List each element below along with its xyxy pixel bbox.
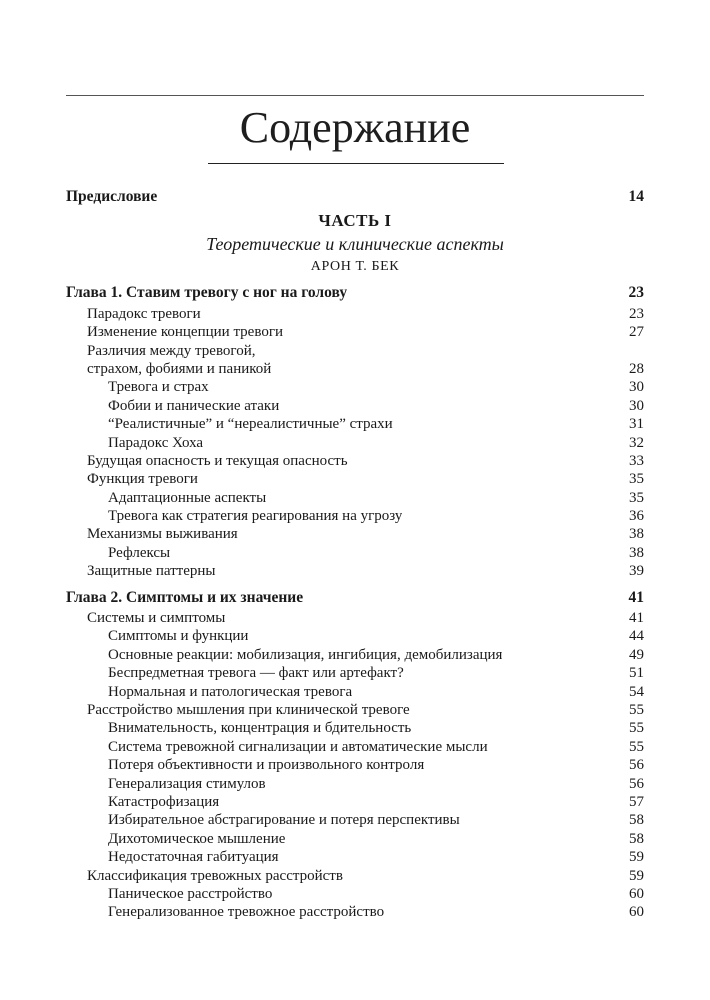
toc-entry-title: Дихотомическое мышление xyxy=(108,830,286,847)
toc-entry[interactable] xyxy=(66,544,644,562)
toc-entry-page: 55 xyxy=(629,720,644,737)
toc-entry-page: 27 xyxy=(629,324,644,341)
toc-entry-page: 58 xyxy=(629,830,644,847)
toc-entry-title: Тревога как стратегия реагирования на угрозу xyxy=(108,508,403,525)
toc-entry[interactable] xyxy=(66,775,644,793)
chapter-2-entries xyxy=(66,609,644,922)
toc-entry-title: Генерализованное тревожное расстройство xyxy=(108,904,385,921)
toc-entry-title: Функция тревоги xyxy=(87,471,198,488)
toc-entry[interactable] xyxy=(66,470,644,488)
toc-entry[interactable] xyxy=(66,867,644,885)
toc-entry-page: 59 xyxy=(629,849,644,866)
toc-entry-page: 56 xyxy=(629,757,644,774)
toc-entry-title: Потеря объективности и произвольного контроля xyxy=(108,757,425,774)
toc-entry[interactable] xyxy=(66,701,644,719)
toc-entry-page: 31 xyxy=(629,416,644,433)
chapter-1-entries xyxy=(66,305,644,581)
toc-entry[interactable] xyxy=(66,397,644,415)
toc-entry-page: 39 xyxy=(629,563,644,580)
toc-entry-title: Тревога и страх xyxy=(108,379,209,396)
toc-entry[interactable] xyxy=(66,848,644,866)
toc-entry-title: Паническое расстройство xyxy=(108,885,273,902)
toc-entry-page: 38 xyxy=(629,544,644,561)
toc-entry-page: 35 xyxy=(629,471,644,488)
toc-entry-page: 55 xyxy=(629,738,644,755)
toc-entry[interactable] xyxy=(66,811,644,829)
toc-chapter-1[interactable] xyxy=(66,284,644,302)
toc-chapter-2[interactable] xyxy=(66,589,644,607)
toc-entry-title: Будущая опасность и текущая опасность xyxy=(87,452,348,469)
toc-entry[interactable] xyxy=(66,609,644,627)
toc-entry[interactable] xyxy=(66,305,644,323)
toc-entry-page: 44 xyxy=(629,628,644,645)
toc-entry-title: Системы и симптомы xyxy=(87,610,226,627)
toc-entry-title: Недостаточная габитуация xyxy=(108,849,279,866)
toc-entry-page: 56 xyxy=(629,775,644,792)
toc-entry[interactable] xyxy=(66,885,644,903)
toc-entry[interactable] xyxy=(66,830,644,848)
toc-entry-page: 36 xyxy=(629,508,644,525)
toc-entry-title: Катастрофизация xyxy=(108,793,220,810)
toc-entry-title: Классификация тревожных расстройств xyxy=(87,867,343,884)
toc-entry-preface[interactable] xyxy=(66,188,644,206)
toc-entry-page: 60 xyxy=(629,904,644,921)
toc-entry[interactable] xyxy=(66,415,644,433)
toc-entry-title: Фобии и панические атаки xyxy=(108,397,280,414)
toc-entry[interactable] xyxy=(66,719,644,737)
toc-entry-page: 14 xyxy=(628,188,644,205)
toc-entry-page: 49 xyxy=(629,646,644,663)
toc-entry-page: 23 xyxy=(629,305,644,322)
part-subtitle: Теоретические и клинические аспекты xyxy=(206,234,504,255)
toc-entry-page: 33 xyxy=(629,452,644,469)
toc-entry[interactable] xyxy=(66,507,644,525)
toc-entry-title: Система тревожной сигнализации и автоматические мысли xyxy=(108,738,488,755)
toc-entry-title: страхом, фобиями и паникой xyxy=(87,360,272,377)
toc-entry-title: Генерализация стимулов xyxy=(108,775,266,792)
toc-entry-page: 54 xyxy=(629,683,644,700)
toc-entry-title: Механизмы выживания xyxy=(87,526,238,543)
toc-entry[interactable] xyxy=(66,452,644,470)
toc-entry-page: 57 xyxy=(629,793,644,810)
toc-entry[interactable] xyxy=(66,434,644,452)
toc-entry[interactable] xyxy=(66,360,644,378)
toc-entry-page: 38 xyxy=(629,526,644,543)
toc-entry-page: 30 xyxy=(629,379,644,396)
toc-entry-title: Избирательное абстрагирование и потеря перспективы xyxy=(108,812,460,829)
toc-entry[interactable] xyxy=(66,489,644,507)
toc-entry-title: Беспредметная тревога — факт или артефакт? xyxy=(108,665,404,682)
toc-entry-title: Нормальная и патологическая тревога xyxy=(108,683,353,700)
toc-entry-page: 28 xyxy=(629,360,644,377)
toc-entry-title: Различия между тревогой, xyxy=(87,342,256,359)
chapter-page: 23 xyxy=(628,284,644,302)
toc-entry-title: Расстройство мышления при клинической тревоге xyxy=(87,701,410,718)
toc-entry-title: Парадокс тревоги xyxy=(87,305,201,322)
toc-entry-title: Симптомы и функции xyxy=(108,628,249,645)
toc-entry[interactable] xyxy=(66,646,644,664)
chapter-title: Глава 1. Ставим тревогу с ног на голову xyxy=(66,284,348,302)
toc-entry[interactable] xyxy=(66,664,644,682)
toc-entry[interactable] xyxy=(66,323,644,341)
title-underline xyxy=(208,163,504,164)
top-rule xyxy=(66,95,644,96)
part-label: ЧАСТЬ I xyxy=(318,211,392,231)
toc-entry[interactable] xyxy=(66,903,644,921)
toc-entry-page: 51 xyxy=(629,665,644,682)
toc-entry[interactable] xyxy=(66,738,644,756)
toc-entry[interactable] xyxy=(66,627,644,645)
toc-entry-page: 32 xyxy=(629,434,644,451)
toc-entry[interactable] xyxy=(66,378,644,396)
toc-entry[interactable] xyxy=(66,756,644,774)
table-of-contents xyxy=(66,188,644,922)
toc-entry-title: Предисловие xyxy=(66,188,158,205)
chapter-title: Глава 2. Симптомы и их значение xyxy=(66,588,304,606)
toc-entry-page: 60 xyxy=(629,885,644,902)
toc-entry[interactable] xyxy=(66,683,644,701)
toc-entry-title: Адаптационные аспекты xyxy=(108,489,267,506)
toc-entry[interactable] xyxy=(66,525,644,543)
toc-entry-page: 30 xyxy=(629,397,644,414)
toc-entry-title: Рефлексы xyxy=(108,544,171,561)
part-author: АРОН Т. БЕК xyxy=(310,259,400,275)
toc-entry-title: Парадокс Хоха xyxy=(108,434,204,451)
toc-entry-title: “Реалистичные” и “нереалистичные” страхи xyxy=(108,416,393,433)
toc-entry[interactable] xyxy=(66,562,644,580)
toc-entry-page: 41 xyxy=(629,610,644,627)
toc-entry-page: 55 xyxy=(629,701,644,718)
toc-entry-page: 58 xyxy=(629,812,644,829)
page-title: Содержание xyxy=(239,103,471,152)
toc-entry-title: Защитные паттерны xyxy=(87,563,216,580)
toc-entry[interactable] xyxy=(66,793,644,811)
toc-entry-page: 59 xyxy=(629,867,644,884)
toc-entry-title: Основные реакции: мобилизация, ингибиция, демобилизация xyxy=(108,646,503,663)
toc-entry-page: 35 xyxy=(629,489,644,506)
chapter-page: 41 xyxy=(628,588,644,606)
toc-entry-title: Изменение концепции тревоги xyxy=(87,324,283,341)
toc-entry[interactable] xyxy=(66,342,644,360)
toc-entry-title: Внимательность, концентрация и бдительность xyxy=(108,720,412,737)
